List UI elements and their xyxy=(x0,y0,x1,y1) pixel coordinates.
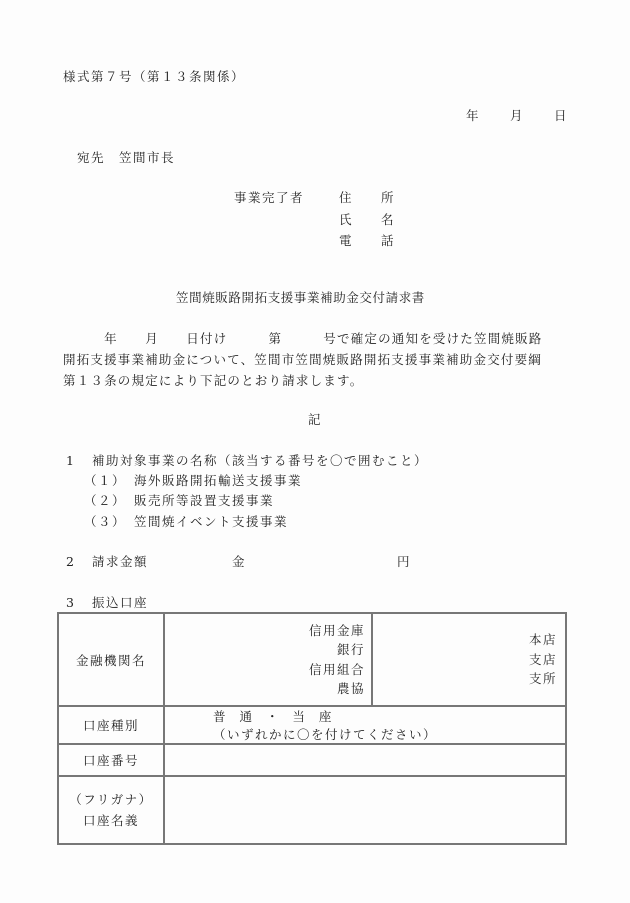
account-type-field[interactable]: 普 通 ・ 当 座（いずれかに〇を付けてください） xyxy=(164,706,566,744)
institution-name-field[interactable]: 信用金庫 銀行 信用組合 農協 xyxy=(164,613,372,706)
section-1-heading: 1 補助対象事業の名称（該当する番号を〇で囲むこと） xyxy=(66,453,429,468)
table-row xyxy=(58,706,566,744)
addressee-name: 笠間市長 xyxy=(119,150,176,165)
section-3-heading: 3 振込口座 xyxy=(66,595,149,610)
applicant-phone-field[interactable]: 電 話 xyxy=(339,233,394,248)
account-name-label: （フリガナ） 口座名義 xyxy=(58,776,164,844)
project-option-2[interactable]: （２） 販売所等設置支援事業 xyxy=(84,493,275,508)
form-number: 様式第７号（第１３条関係） xyxy=(63,69,246,84)
body-paragraph: 年 月 日付け 第 号で確定の通知を受けた笠間焼販路 開拓支援事業補助金について、笠間市笠間焼販路開拓支援事業補助金交付要綱 第１３条の規定により下記のとおり請求します。 xyxy=(63,331,543,388)
account-type-label: 口座種別 xyxy=(58,706,164,744)
account-number-field[interactable] xyxy=(164,744,566,776)
account-number-label: 口座番号 xyxy=(58,744,164,776)
table-row xyxy=(58,613,566,706)
applicant-role: 事業完了者 xyxy=(234,190,305,205)
table-row xyxy=(58,744,566,776)
ki-heading: 記 xyxy=(308,412,323,427)
date-year: 年 xyxy=(466,108,481,123)
applicant-name-field[interactable]: 氏 名 xyxy=(339,212,394,227)
branch-name-field[interactable]: 本店 支店 支所 xyxy=(372,613,566,706)
project-option-3[interactable]: （３） 笠間焼イベント支援事業 xyxy=(84,514,289,529)
document-title: 笠間焼販路開拓支援事業補助金交付請求書 xyxy=(176,290,425,305)
addressee-label: 宛先 xyxy=(77,150,106,165)
applicant-address-field[interactable]: 住 所 xyxy=(339,190,394,205)
date-day: 日 xyxy=(554,108,569,123)
table-row xyxy=(58,776,566,844)
account-name-field[interactable] xyxy=(164,776,566,844)
amount-field[interactable]: 金 xyxy=(232,554,247,569)
addressee xyxy=(77,148,175,166)
project-option-1[interactable]: （１） 海外販路開拓輸送支援事業 xyxy=(84,473,303,488)
date-month: 月 xyxy=(510,108,525,123)
bank-account-table xyxy=(57,612,567,845)
section-2-amount: 2 請求金額 金 円 xyxy=(66,554,412,569)
date-line xyxy=(466,106,568,124)
institution-label: 金融機関名 xyxy=(58,613,164,706)
